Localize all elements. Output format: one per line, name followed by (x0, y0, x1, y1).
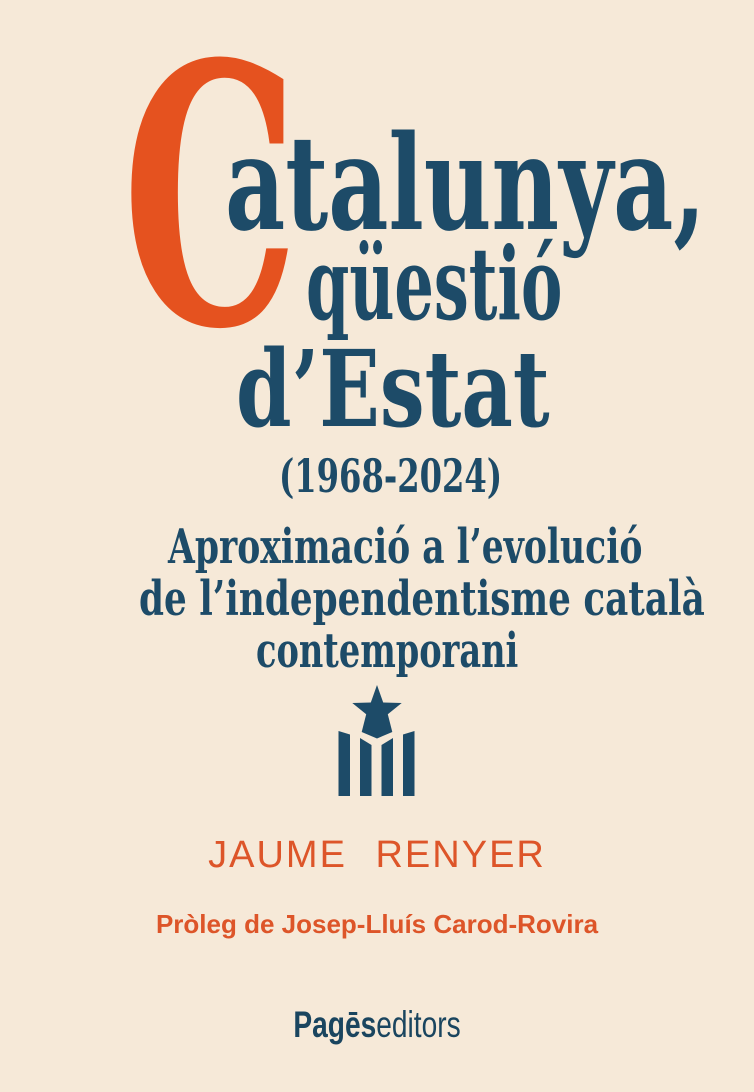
author-name: JAUME RENYER (208, 834, 546, 876)
title-line-destat: d’Estat (236, 326, 550, 451)
star-icon (352, 685, 401, 739)
prologue-credit: Pròleg de Josep-Lluís Carod-Rovira (155, 909, 599, 939)
subtitle-line-1: Aproximació a l’evolució (168, 519, 643, 575)
publisher-logo (0, 1006, 754, 1043)
title-initial-c: C (122, 0, 300, 408)
subtitle-line-3: contemporani (256, 623, 519, 679)
title-years: (1968-2024) (279, 449, 503, 503)
senyera-bars-icon (339, 731, 415, 796)
subtitle-line-2: de l’independentisme català (139, 571, 705, 627)
estelada-emblem-icon (330, 680, 425, 800)
publisher-logo-regular: editors (376, 1004, 461, 1045)
title-line-atalunya: atalunya, (225, 106, 706, 260)
title-line-questio: qüestió (306, 225, 563, 343)
publisher-logo-bold: Pagēs (293, 1004, 377, 1045)
